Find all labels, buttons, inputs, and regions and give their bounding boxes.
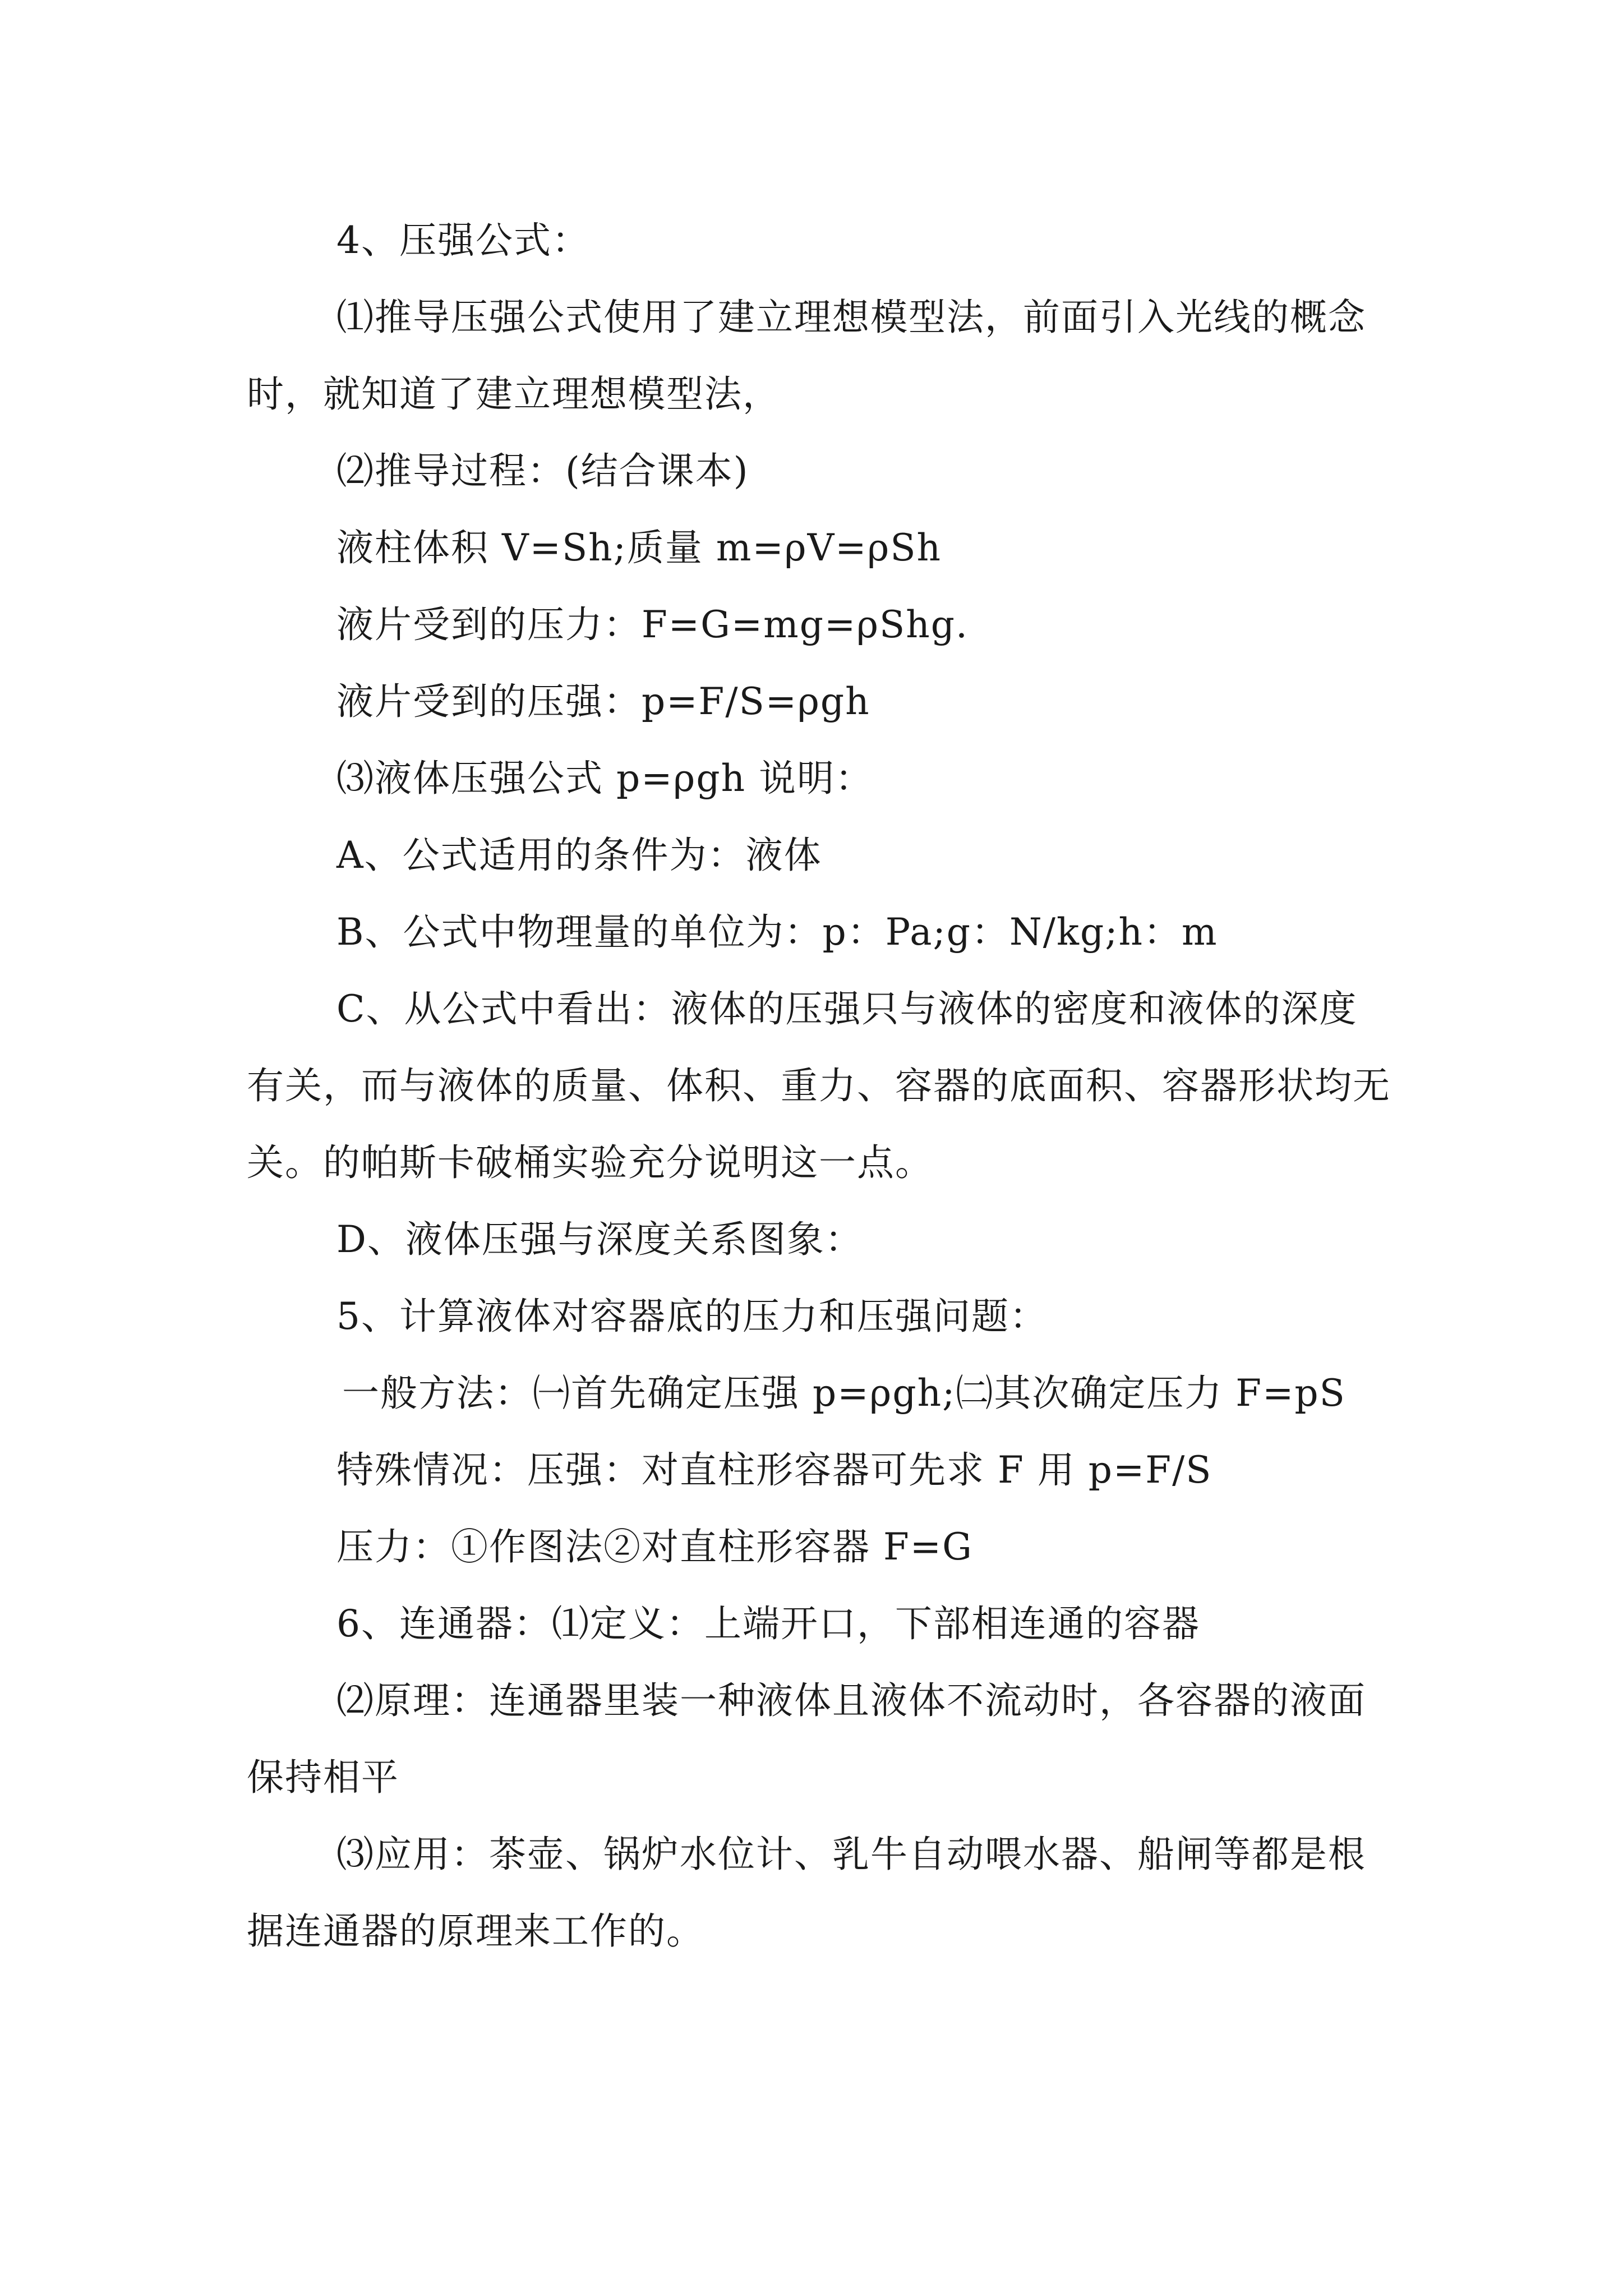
paragraph-liquid-volume: 液柱体积 V=Sh;质量 m=ρV=ρSh bbox=[336, 526, 942, 569]
paragraph-heading-pressure-formula: 4、压强公式： bbox=[336, 219, 590, 262]
paragraph-special-case-pressure: 特殊情况：压强：对直柱形容器可先求 F 用 p=F/S bbox=[336, 1448, 1212, 1492]
paragraph-general-method: 一般方法：㈠首先确定压强 p=ρgh;㈡其次确定压力 F=pS bbox=[342, 1372, 1346, 1415]
paragraph-application: ⑶应用：茶壶、锅炉水位计、乳牛自动喂水器、船闸等都是根据连通器的原理来工作的。 bbox=[247, 1833, 1366, 1953]
paragraph-units-b: B、公式中物理量的单位为：p：Pa;g：N/kg;h：m bbox=[336, 910, 1218, 954]
paragraph-graph-d: D、液体压强与深度关系图象： bbox=[336, 1218, 863, 1261]
paragraph-heading-calculation: 5、计算液体对容器底的压力和压强问题： bbox=[336, 1295, 1048, 1338]
document-body bbox=[247, 202, 1391, 1970]
paragraph-special-case-force: 压力：①作图法②对直柱形容器 F=G bbox=[336, 1525, 973, 1568]
paragraph-liquid-force: 液片受到的压力：F=G=mg=ρShg. bbox=[336, 603, 969, 646]
paragraph-conclusion-c: C、从公式中看出：液体的压强只与液体的密度和液体的深度有关，而与液体的质量、体积、重力、容器的底面积、容器形状均无关。的帕斯卡破桶实验充分说明这一点。 bbox=[247, 987, 1391, 1184]
paragraph-derivation: ⑵推导过程：(结合课本) bbox=[336, 449, 749, 493]
paragraph-principle: ⑵原理：连通器里装一种液体且液体不流动时，各容器的液面保持相平 bbox=[247, 1679, 1366, 1799]
paragraph-condition-a: A、公式适用的条件为：液体 bbox=[336, 834, 822, 877]
paragraph-formula-explanation: ⑶液体压强公式 p=ρgh 说明： bbox=[336, 757, 874, 800]
paragraph-liquid-pressure: 液片受到的压强：p=F/S=ρgh bbox=[336, 680, 870, 723]
paragraph-ideal-model: ⑴推导压强公式使用了建立理想模型法，前面引入光线的概念时，就知道了建立理想模型法， bbox=[247, 296, 1366, 416]
paragraph-heading-connected-vessel: 6、连通器：⑴定义：上端开口，下部相连通的容器 bbox=[336, 1602, 1200, 1645]
